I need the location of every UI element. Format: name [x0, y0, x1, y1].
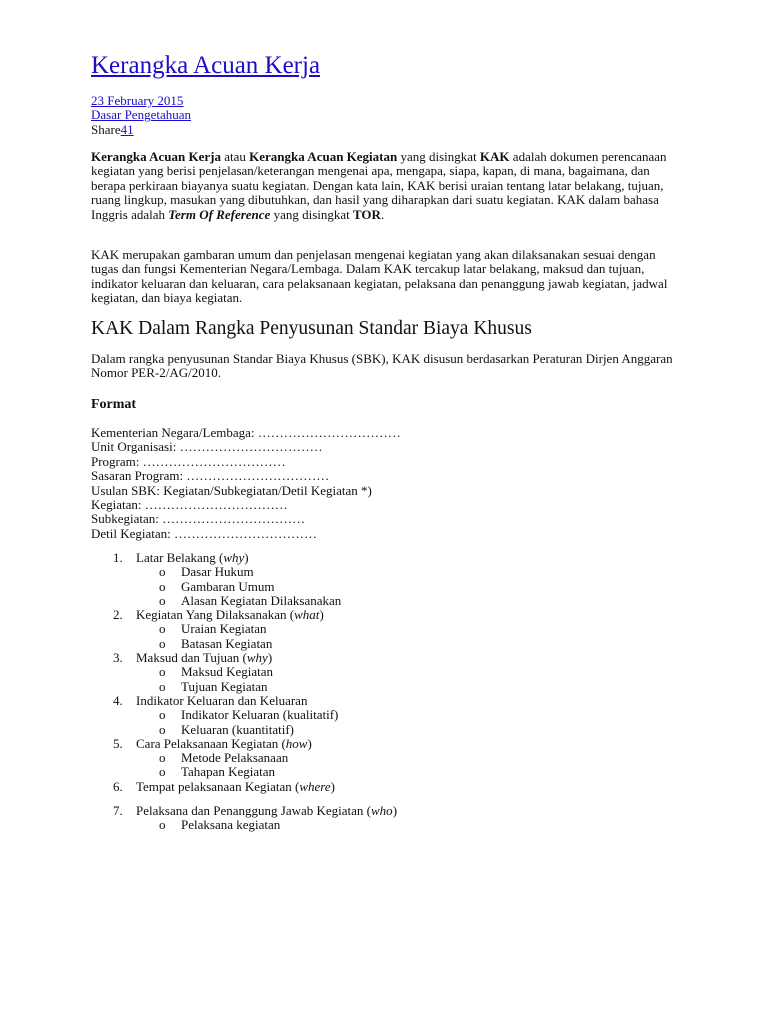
outline-subitem — [91, 637, 691, 651]
outline-subitem-label: Batasan Kegiatan — [181, 635, 273, 651]
field-line: Sasaran Program: …………………………… — [91, 468, 330, 484]
outline-item-question: why — [223, 550, 245, 565]
field-line: Unit Organisasi: …………………………… — [91, 439, 323, 455]
outline-item-label: Tempat pelaksanaan Kegiatan (where) — [136, 778, 335, 794]
outline-item-number: 2. — [113, 607, 123, 623]
outline-subitem — [91, 680, 691, 694]
outline-subitem — [91, 723, 691, 737]
field-line: Kegiatan: …………………………… — [91, 497, 288, 513]
outline-subitem-label: Metode Pelaksanaan — [181, 750, 289, 766]
outline-item-number: 5. — [113, 735, 123, 751]
page-title — [91, 52, 691, 80]
outline-subitem — [91, 622, 691, 636]
post-meta — [91, 94, 691, 137]
bullet-icon: o — [159, 721, 166, 737]
outline-subitem — [91, 665, 691, 679]
outline-subitem — [91, 708, 691, 722]
field-line: Subkegiatan: …………………………… — [91, 511, 306, 527]
intro-text-1: atau — [221, 149, 250, 164]
term-kak-alt: Kerangka Acuan Kegiatan — [249, 149, 398, 164]
bullet-icon: o — [159, 664, 166, 680]
bullet-icon: o — [159, 578, 166, 594]
outline-subitem-label: Tahapan Kegiatan — [181, 764, 276, 780]
intro-text-5: . — [380, 206, 385, 222]
outline-item-number: 7. — [113, 803, 123, 819]
outline-item — [91, 651, 691, 665]
kak-outline-list — [91, 551, 691, 833]
outline-item-number: 4. — [113, 692, 123, 708]
share-label: Share — [91, 121, 121, 137]
outline-item-label: Pelaksana dan Penanggung Jawab Kegiatan (who) — [136, 803, 398, 819]
title-link[interactable]: Kerangka Acuan Kerja — [91, 52, 321, 79]
term-kak-full: Kerangka Acuan Kerja — [91, 149, 221, 164]
outline-subitem — [91, 580, 691, 594]
outline-subitem — [91, 594, 691, 608]
format-fields — [91, 426, 691, 541]
outline-item-question: what — [294, 607, 320, 623]
sbk-paragraph: Dalam rangka penyusunan Standar Biaya Khusus (SBK), KAK disusun berdasarkan Peraturan Dirjen Anggaran Nomor PER-2/AG/2010. — [91, 351, 673, 381]
outline-subitem-label: Uraian Kegiatan — [181, 621, 267, 637]
outline-item-label: Kegiatan Yang Dilaksanakan (what) — [136, 607, 324, 623]
outline-subitem — [91, 565, 691, 579]
share-row — [91, 123, 691, 137]
outline-subitem-label: Keluaran (kuantitatif) — [181, 721, 294, 737]
outline-subitem — [91, 751, 691, 765]
intro-text-3: adalah dokumen perencanaan kegiatan yang berisi penjelasan/keterangan mengenai apa, mengapa, siapa, kapan, di mana, bagaimana, dan berapa perkiraan biayanya suatu kegiatan. Dengan kata lain, KAK berisi uraian tentang latar belakang, tujuan, ruang lingkup, masukan yang dibutuhkan, dan hasil yang diharapkan dari suatu kegiatan. KAK dalam bahasa Inggris adalah — [91, 149, 667, 222]
outline-subitem-label: Tujuan Kegiatan — [181, 678, 268, 694]
outline-subitem — [91, 818, 691, 832]
field-line: Detil Kegiatan: …………………………… — [91, 525, 318, 541]
outline-item-label: Maksud dan Tujuan (why) — [136, 650, 273, 666]
field-line: Program: …………………………… — [91, 453, 286, 469]
outline-item-question: who — [371, 803, 393, 819]
outline-item — [91, 804, 691, 818]
outline-item-label: Latar Belakang (why) — [136, 550, 249, 565]
bullet-icon: o — [159, 707, 166, 723]
term-tor: TOR — [353, 206, 381, 222]
outline-item-question: where — [299, 778, 331, 794]
bullet-icon: o — [159, 621, 166, 637]
format-heading: Format — [91, 397, 137, 412]
outline-subitem-label: Maksud Kegiatan — [181, 664, 274, 680]
bullet-icon: o — [159, 678, 166, 694]
outline-item-number: 1. — [113, 550, 123, 565]
field-line: Usulan SBK: Kegiatan/Subkegiatan/Detil Kegiatan *) — [91, 482, 372, 498]
outline-item-question: how — [285, 735, 308, 751]
kak-description-paragraph: KAK merupakan gambaran umum dan penjelasan mengenai kegiatan yang akan dilaksanakan sesuai dengan tugas dan fungsi Kementerian Negara/Lembaga. Dalam KAK tercakup latar belakang, maksud dan tujuan, indikator keluaran dan keluaran, cara pelaksanaan kegiatan, pelaksana dan penanggung jawab kegiatan, jadwal kegiatan, dan biaya kegiatan. — [91, 247, 668, 306]
outline-subitem — [91, 765, 691, 779]
section-heading: KAK Dalam Rangka Penyusunan Standar Biaya Khusus — [91, 318, 532, 339]
outline-item-number: 3. — [113, 650, 123, 666]
term-tor-full: Term Of Reference — [168, 206, 271, 222]
outline-subitem-label: Pelaksana kegiatan — [181, 817, 281, 833]
outline-item — [91, 551, 691, 565]
outline-item-number: 6. — [113, 778, 123, 794]
date-link[interactable]: 23 February 2015 — [91, 93, 184, 108]
outline-item-question: why — [246, 650, 268, 666]
outline-item — [91, 737, 691, 751]
outline-subitem-label: Dasar Hukum — [181, 564, 254, 580]
outline-item-label: Cara Pelaksanaan Kegiatan (how) — [136, 735, 312, 751]
bullet-icon: o — [159, 635, 166, 651]
bullet-icon: o — [159, 592, 166, 608]
intro-paragraph — [91, 150, 681, 222]
outline-subitem-label: Indikator Keluaran (kualitatif) — [181, 707, 339, 723]
bullet-icon: o — [159, 817, 166, 833]
bullet-icon: o — [159, 750, 166, 766]
outline-item — [91, 780, 691, 794]
share-count-link[interactable]: 41 — [120, 121, 134, 137]
bullet-icon: o — [159, 764, 166, 780]
outline-subitem-label: Gambaran Umum — [181, 578, 275, 594]
outline-subitem-label: Alasan Kegiatan Dilaksanakan — [181, 592, 342, 608]
bullet-icon: o — [159, 564, 166, 580]
intro-text-2: yang disingkat — [397, 149, 480, 164]
outline-item — [91, 608, 691, 622]
field-line: Kementerian Negara/Lembaga: …………………………… — [91, 425, 401, 440]
intro-text-4: yang disingkat — [270, 206, 353, 222]
category-link[interactable]: Dasar Pengetahuan — [91, 107, 191, 123]
outline-item-label: Indikator Keluaran dan Keluaran — [136, 692, 308, 708]
outline-item — [91, 694, 691, 708]
term-kak: KAK — [479, 149, 510, 164]
